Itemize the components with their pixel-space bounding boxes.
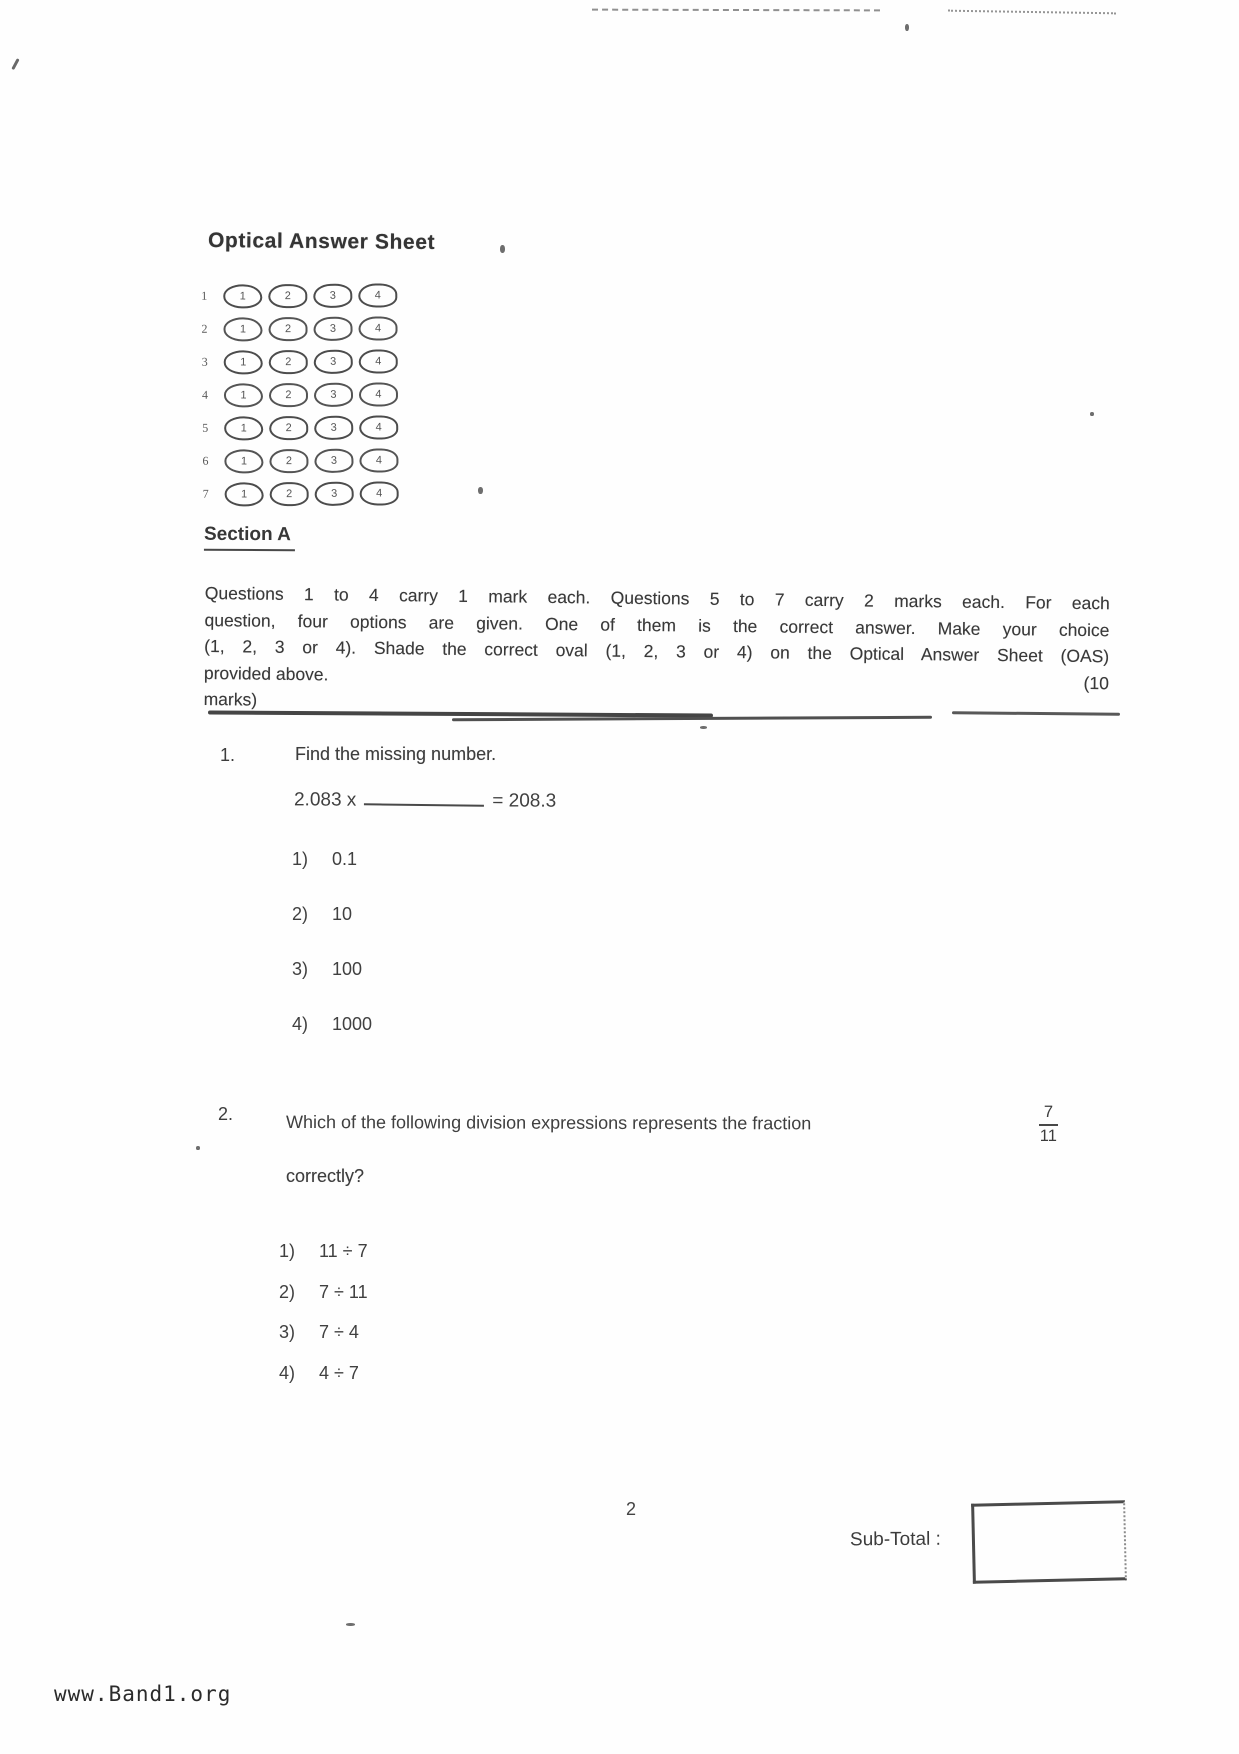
option-row <box>292 904 372 959</box>
option-value: 100 <box>332 959 363 979</box>
answer-oval: 1 <box>224 383 263 408</box>
answer-oval: 1 <box>224 416 263 441</box>
answer-oval: 3 <box>314 448 354 473</box>
fraction-denominator: 11 <box>1039 1126 1057 1145</box>
answer-oval: 3 <box>314 415 354 440</box>
option-label: 4) <box>292 1014 309 1034</box>
answer-oval: 4 <box>360 481 399 505</box>
answer-oval: 2 <box>269 448 308 472</box>
option-value: 7 ÷ 11 <box>319 1281 368 1302</box>
answer-oval: 4 <box>358 283 397 307</box>
question-1-options <box>292 849 372 1069</box>
instruction-line-text: provided above. <box>203 662 329 685</box>
answer-oval: 3 <box>313 283 353 308</box>
oas-row-number: 2 <box>201 321 208 336</box>
scan-speck <box>1090 412 1094 416</box>
question-1-number: 1. <box>220 745 236 765</box>
question-2-options <box>279 1241 368 1403</box>
answer-oval: 4 <box>359 382 398 406</box>
scan-noise-dashes <box>948 10 1116 15</box>
answer-oval: 1 <box>224 449 263 474</box>
scan-speck <box>500 245 505 253</box>
oas-row-number: 6 <box>202 453 209 468</box>
option-row <box>279 1322 368 1363</box>
option-row <box>279 1363 368 1404</box>
option-label: 3) <box>279 1322 296 1342</box>
answer-oval: 4 <box>358 316 397 340</box>
option-row <box>279 1282 368 1323</box>
oas-row <box>202 348 404 374</box>
option-label: 3) <box>292 959 309 979</box>
oas-row <box>202 447 404 473</box>
oas-row-number: 4 <box>201 387 209 402</box>
answer-oval: 4 <box>359 448 398 472</box>
answer-oval: 2 <box>269 382 308 406</box>
option-row <box>292 959 372 1014</box>
subtotal-box <box>971 1500 1127 1583</box>
option-value: 7 ÷ 4 <box>319 1322 359 1342</box>
answer-oval: 1 <box>224 350 263 375</box>
footer-url: www.Band1.org <box>54 1682 232 1706</box>
option-row <box>292 1014 372 1069</box>
option-row <box>292 849 372 904</box>
fraction <box>1039 1103 1058 1147</box>
oas-row-number: 1 <box>201 288 208 303</box>
answer-oval: 2 <box>269 415 308 439</box>
option-label: 2) <box>279 1281 296 1302</box>
oas-row-number: 5 <box>202 420 209 435</box>
option-value: 11 ÷ 7 <box>319 1241 368 1261</box>
oas-grid <box>201 282 405 514</box>
answer-oval: 1 <box>223 317 262 342</box>
marks-open-paren: (10 <box>1083 672 1110 694</box>
scan-noise-dashes <box>592 9 880 12</box>
oas-row <box>203 480 405 506</box>
equation-right: = 208.3 <box>492 790 557 812</box>
option-value: 1000 <box>332 1014 373 1034</box>
answer-oval: 2 <box>268 316 307 340</box>
answer-oval: 2 <box>270 481 309 505</box>
option-label: 2) <box>292 904 309 924</box>
answer-oval: 3 <box>313 349 353 374</box>
instruction-line: question, four options are given. One of them is the correct answer. Make your choice <box>204 609 1110 640</box>
oas-title: Optical Answer Sheet <box>207 229 436 254</box>
answer-oval: 3 <box>314 382 354 407</box>
scan-speck <box>11 58 19 70</box>
question-2-text-before-fraction: Which of the following division expressions represents the fraction <box>285 1112 812 1134</box>
question-2-number: 2. <box>218 1104 234 1124</box>
answer-oval: 2 <box>269 349 308 373</box>
scan-speck <box>478 487 483 494</box>
question-1-equation <box>294 789 556 812</box>
answer-oval: 3 <box>314 481 354 506</box>
oas-row-number: 3 <box>201 354 208 369</box>
equation-left: 2.083 x <box>293 789 357 811</box>
instruction-line: Questions 1 to 4 carry 1 mark each. Questions 5 to 7 carry 2 marks each. For each <box>204 582 1110 614</box>
oas-row-number: 7 <box>202 486 209 501</box>
scan-speck <box>905 24 909 31</box>
option-label: 1) <box>279 1241 296 1261</box>
answer-oval: 4 <box>359 415 398 439</box>
option-value: 0.1 <box>332 849 358 869</box>
answer-oval: 2 <box>268 283 307 307</box>
option-value: 10 <box>332 904 353 924</box>
oas-row <box>201 282 403 308</box>
question-1-text: Find the missing number. <box>295 744 497 764</box>
option-label: 1) <box>292 849 309 869</box>
option-label: 4) <box>279 1362 296 1383</box>
equation-blank-line <box>364 791 484 806</box>
instruction-line: marks) <box>203 689 258 710</box>
answer-oval: 3 <box>313 316 353 341</box>
page-number: 2 <box>626 1499 637 1519</box>
answer-oval: 1 <box>223 284 262 309</box>
instruction-line: (1, 2, 3 or 4). Shade the correct oval (1, 2, 3 or 4) on the Optical Answer Sheet (OAS) <box>204 636 1110 667</box>
subtotal-label: Sub-Total : <box>849 1528 941 1551</box>
oas-row <box>201 315 403 341</box>
option-value: 4 ÷ 7 <box>319 1362 359 1383</box>
scan-speck <box>346 1623 355 1626</box>
oas-row <box>202 414 404 440</box>
option-row <box>279 1241 368 1282</box>
section-heading: Section A <box>204 524 295 551</box>
instructions-paragraph <box>203 580 1109 723</box>
fraction-numerator: 7 <box>1039 1103 1058 1126</box>
oas-row <box>202 381 404 407</box>
scan-speck <box>196 1146 200 1150</box>
answer-oval: 1 <box>224 482 263 507</box>
scan-speck <box>700 726 707 729</box>
answer-oval: 4 <box>359 349 398 373</box>
question-2-text <box>286 1101 1058 1147</box>
question-2-text-line2: correctly? <box>286 1166 365 1186</box>
